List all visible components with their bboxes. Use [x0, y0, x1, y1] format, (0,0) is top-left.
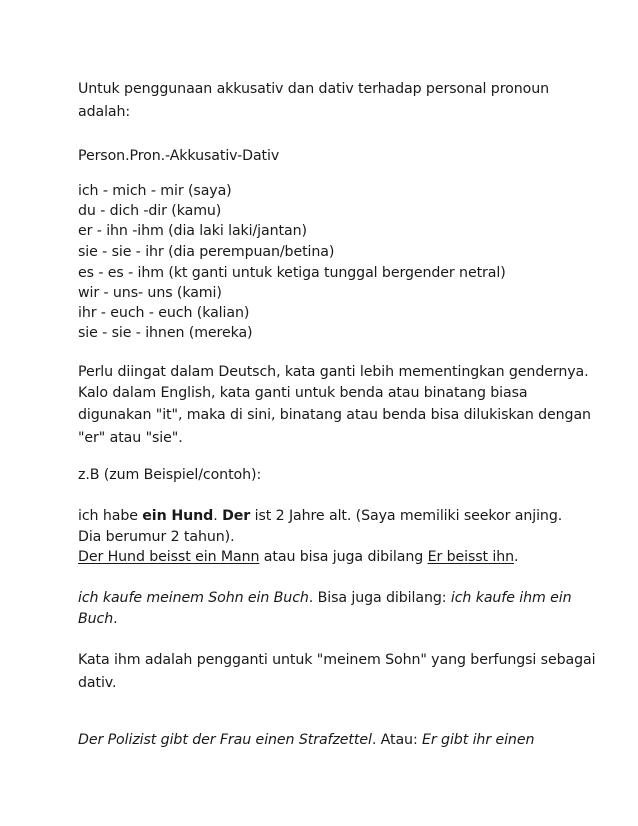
example1-line-1	[78, 506, 562, 526]
example2-italic-alt: ich kaufe ihm ein	[450, 590, 572, 606]
example2-text: .	[113, 611, 118, 627]
pronoun-row-sie-plural: sie - sie - ihnen (mereka)	[78, 325, 253, 341]
intro-line-2: adalah:	[78, 104, 131, 120]
explain-line-2: dativ.	[78, 675, 117, 691]
note-line-2: Kalo dalam English, kata ganti untuk benda atau binatang biasa	[78, 385, 528, 401]
example1-text: ich habe	[78, 508, 143, 524]
note-line-4: "er" atau "sie".	[78, 430, 183, 446]
example1-text: ist 2 Jahre alt. (Saya memiliki seekor anjing.	[250, 508, 563, 524]
example1-line-3	[78, 547, 518, 567]
pronoun-row-wir: wir - uns- uns (kami)	[78, 285, 222, 301]
example1-bold-ein-hund: ein Hund	[142, 508, 214, 524]
example3-text: . Atau:	[371, 732, 423, 748]
pronoun-row-sie: sie - sie - ihr (dia perempuan/betina)	[78, 244, 335, 260]
example3-italic-alt: Er gibt ihr einen	[422, 732, 535, 748]
intro-line-1: Untuk penggunaan akkusativ dan dativ terhadap personal pronoun	[78, 81, 549, 97]
note-line-3: digunakan "it", maka di sini, binatang atau benda bisa dilukiskan dengan	[78, 407, 591, 423]
example2-line-2	[78, 609, 118, 629]
example3-italic-sentence: Der Polizist gibt der Frau einen Strafzettel	[78, 732, 372, 748]
table-header: Person.Pron.-Akkusativ-Dativ	[78, 148, 280, 164]
example3-line-1	[78, 730, 534, 750]
example2-italic-sentence: ich kaufe meinem Sohn ein Buch	[78, 590, 309, 606]
explain-line-1: Kata ihm adalah pengganti untuk "meinem Sohn" yang berfungsi sebagai	[78, 652, 596, 668]
example1-text: atau bisa juga dibilang	[259, 549, 428, 565]
example2-italic-alt-end: Buch	[78, 611, 114, 627]
example1-underlined-pronoun-sentence: Er beisst ihn	[427, 549, 515, 565]
example1-underlined-sentence: Der Hund beisst ein Mann	[78, 549, 260, 565]
pronoun-row-ihr: ihr - euch - euch (kalian)	[78, 305, 250, 321]
example1-bold-der: Der	[222, 508, 251, 524]
note-line-1: Perlu diingat dalam Deutsch, kata ganti lebih mementingkan gendernya.	[78, 364, 589, 380]
pronoun-row-ich: ich - mich - mir (saya)	[78, 183, 232, 199]
example1-text: .	[514, 549, 519, 565]
pronoun-row-er: er - ihn -ihm (dia laki laki/jantan)	[78, 223, 307, 239]
example2-line-1	[78, 588, 571, 608]
example2-text: . Bisa juga dibilang:	[308, 590, 451, 606]
pronoun-row-es: es - es - ihm (kt ganti untuk ketiga tunggal bergender netral)	[78, 265, 506, 281]
zb-heading: z.B (zum Beispiel/contoh):	[78, 467, 262, 483]
example1-line-2: Dia berumur 2 tahun).	[78, 529, 235, 545]
pronoun-row-du: du - dich -dir (kamu)	[78, 203, 222, 219]
example1-text: .	[213, 508, 223, 524]
